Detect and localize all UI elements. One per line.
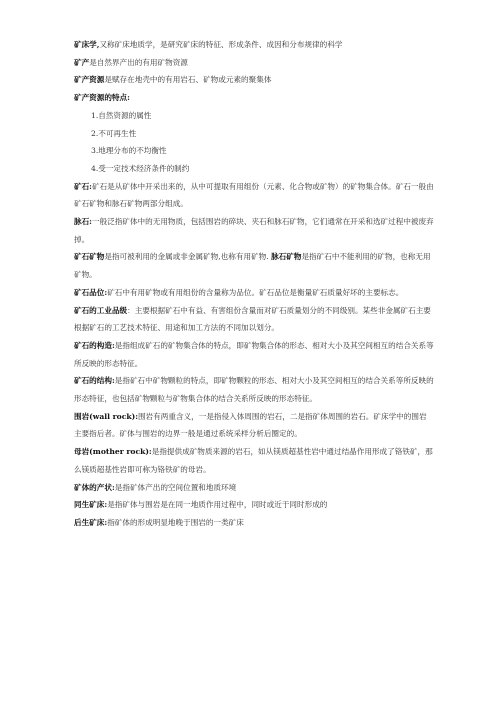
definition: 又称矿床地质学，是研究矿床的特征、形成条件、成因和分布规律的科学 [99,40,343,49]
paragraph [74,36,434,54]
paragraph [74,248,434,283]
term: 脉石: [74,217,92,227]
term: 同生矿床: [74,500,108,510]
definition: 是指矿石中矿物颗粒的特点，即矿物颗粒的形态、相对大小及其空间相互的结合关系等所反映的形态特征，也包括矿物颗粒与矿物集合体的结合关系所反映的形态特征。 [74,376,434,404]
list-item-text: 3.地理分布的不均衡性 [91,146,167,156]
term: 矿石的工业品级 [74,305,128,315]
document-body [74,36,434,532]
paragraph [74,372,434,407]
term: 脉石矿物 [271,252,302,262]
paragraph [74,54,434,72]
paragraph [74,408,434,443]
paragraph [74,213,434,248]
term: 矿床学, [74,40,100,49]
definition: 是指矿体与围岩是在同一地质作用过程中，同时或近于同时形成的 [107,500,328,510]
definition: 是赋存在地壳中的有用岩石、矿物或元素的聚集体 [104,75,272,85]
term: 后生矿床: [74,517,108,527]
term: 矿产 [74,57,90,67]
paragraph [74,284,434,302]
definition: 是指矿体产出的空间位置和地质环境 [114,482,237,492]
paragraph [74,479,434,497]
paragraph [74,302,434,337]
definition: 是指提供成矿物质来源的岩石，如从镁质超基性岩中通过结晶作用形成了铬铁矿，那么镁质超基性岩即可称为铬铁矿的母岩。 [74,447,433,474]
definition: 是自然界产出的有用矿物资源 [89,57,188,67]
definition: 一般泛指矿体中的无用物质，包括围岩的碎块、夹石和脉石矿物，它们通常在开采和选矿过程中被废弃掉。 [74,217,434,244]
list-item [74,107,434,125]
term: 矿体的产状: [74,482,115,492]
paragraph [74,496,434,514]
paragraph [74,178,434,213]
list-item-text: 4.受一定技术经济条件的制约 [91,163,190,173]
term: 矿产资源 [74,75,105,85]
definition: 是指矿石中不能利用的矿物，也称无用矿物。 [74,252,431,280]
list-item [74,142,434,160]
paragraph [74,89,434,107]
term: 矿石的结构: [74,376,115,386]
paragraph [74,514,434,532]
paragraph [74,71,434,89]
term: 围岩(wall rock): [74,411,138,421]
term: 矿石: [74,181,92,191]
definition: ：主要根据矿石中有益、有害组份含量而对矿石质量划分的不同级别。某些非金属矿石主要根据矿石的工艺技术特征、用途和加工方法的不同加以划分。 [74,305,431,333]
term: 矿产资源的特点: [74,93,130,103]
term: 矿石矿物 [74,252,105,262]
term: 矿石的构造: [74,340,115,350]
definition: 指矿体的形成明显地晚于围岩的一类矿床 [107,517,244,527]
definition: 矿石中有用矿物或有用组份的含量称为品位。矿石品位是衡量矿石质量好坏的主要标志。 [107,287,404,297]
definition: 围岩有两重含义，一是指侵入体周围的岩石，二是指矿体周围的岩石。矿床学中的围岩主要指后者。矿体与围岩的边界一般是通过系统采样分析后圈定的。 [74,411,427,439]
term: 母岩(mother rock): [74,447,152,457]
list-item-text: 2.不可再生性 [91,128,137,138]
list-item [74,160,434,178]
definition: 矿石是从矿体中开采出来的，从中可提取有用组份（元素、化合物或矿物）的矿物集合体。矿石一般由矿石矿物和脉石矿物两部分组成。 [74,181,434,209]
definition: 是指可被利用的金属或非金属矿物,也称有用矿物. [104,252,269,262]
definition: 是指组成矿石的矿物集合体的特点，即矿物集合体的形态、相对大小及其空间相互的结合关系等所反映的形态特征。 [74,340,434,368]
paragraph [74,443,434,478]
list-item [74,125,434,143]
list-item-text: 1.自然资源的属性 [91,110,152,120]
term: 矿石品位: [74,287,108,297]
paragraph [74,337,434,372]
